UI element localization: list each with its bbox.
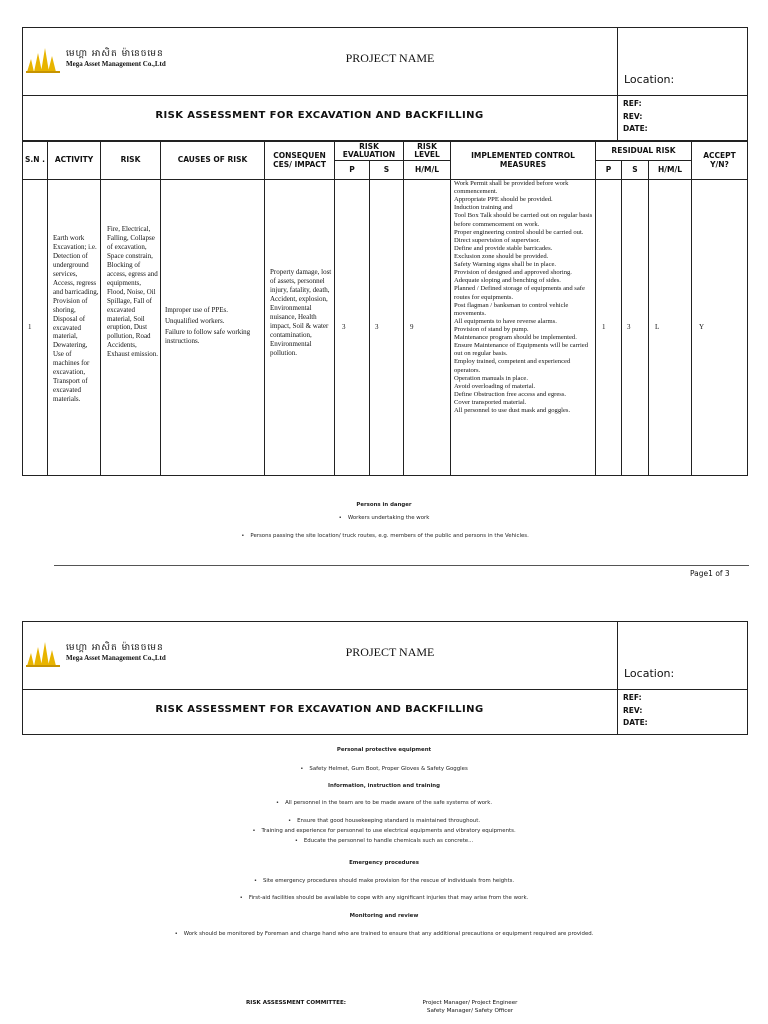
emergency-item-2: • First-aid facilities should be available to cope with any significant injuries that may arise from the work. (164, 895, 604, 901)
control-item: Planned / Defined storage of equipments and safe routes for equipments. (454, 285, 585, 301)
monitoring-item: • Work should be monitored by Foreman and charge hand who are trained to ensure that any additional precautions or equipment required are provided. (164, 931, 604, 938)
row-consequences: Property damage, lost of assets, personnel injury, fatality, death, Accident, explosion, Environmental nuisance, Health impact, Soil & water contamination, Environmental pollution. (270, 268, 332, 357)
company-logo-page2 (26, 641, 176, 671)
committee-label: RISK ASSESSMENT COMMITTEE: (246, 1000, 347, 1006)
row-activity: Earth work Excavation; i.e. Detection of underground services, Access, regress and barricading, Provision of shoring, Disposal of excavated material, Dewatering, Use of machines for excavation, Transport of excavated materials. (53, 234, 99, 404)
td-causes (160, 179, 265, 476)
control-item: Appropriate PPE should be provided. (454, 196, 553, 204)
company-name-khmer: មេហ្គា អាសិត ម៉ានេចមេន (66, 49, 164, 59)
header2-hline (22, 689, 748, 690)
th-residual-risk: RESIDUAL RISK (595, 141, 692, 161)
control-item: Cover transported material. (454, 398, 527, 406)
company-name-english: Mega Asset Management Co.,Ltd (66, 654, 166, 662)
th-p: P (334, 160, 370, 180)
header-vline-logo (22, 95, 748, 96)
control-item: Ensure Maintenance of Equipments will be carried out on regular basis. (454, 342, 589, 358)
td-accept (691, 179, 748, 476)
rev-label-page2: REV: (623, 706, 643, 715)
row-controls (454, 180, 594, 415)
committee-line-1: Project Manager/ Project Engineer (422, 1000, 518, 1006)
control-item: Provision of designed and approved shoring. (454, 269, 572, 277)
control-item: Provision of stand by pump. (454, 325, 529, 333)
emergency-item-1: • Site emergency procedures should make provision for the rescue of individuals from heights. (184, 878, 584, 884)
th-residual-hml: H/M/L (648, 160, 692, 180)
th-hml: H/M/L (403, 160, 451, 180)
control-item: Avoid overloading of material. (454, 382, 536, 390)
ppe-item: • Safety Helmet, Gum Boot, Proper Gloves & Safety Goggles (234, 766, 534, 772)
cause-item: Failure to follow safe working instructions. (165, 327, 251, 345)
location-label: Location: (624, 73, 675, 86)
th-control-measures: IMPLEMENTED CONTROL MEASURES (450, 141, 596, 180)
info-item-3: • Training and experience for personnel to use electrical equipments and vibratory equipments. (184, 828, 584, 834)
control-item: Safety Warning signs shall be in place. (454, 261, 557, 269)
company-name-english: Mega Asset Management Co.,Ltd (66, 60, 166, 68)
emergency-heading: Emergency procedures (349, 860, 419, 866)
row-risk: Fire, Electrical, Falling, Collapse of excavation, Space constrain, Blocking of access, egress and equipments, Flood, Noise, Oil Spillage, Fall of excavated material, Soil eruption, Dust pollution, Road Accidents, Exhaust emission. (107, 225, 158, 359)
row-residual-hml: L (655, 323, 660, 331)
persons-heading: Persons in danger (356, 502, 412, 508)
persons-item-1: • Workers undertaking the work (284, 515, 484, 521)
control-item: Tool Box Talk should be carried out on regular basis before commencement on work. (454, 212, 593, 228)
row-sn: 1 (28, 323, 32, 331)
control-item: Maintenance program should be implemented. (454, 334, 577, 342)
control-item: Induction training and (454, 204, 513, 212)
persons-item-2: • Persons passing the site location/ truck routes, e.g. members of the public and persons in the Vehicles. (150, 533, 620, 539)
info-item-4: • Educate the personnel to handle chemicals such as concrete... (234, 838, 534, 844)
company-name-khmer: មេហ្គា អាសិត ម៉ានេចមេន (66, 643, 164, 653)
rev-label: REV: (623, 112, 643, 121)
td-s (369, 179, 404, 476)
control-item: Employ trained, competent and experienced operators. (454, 358, 571, 374)
info-item-2: • Ensure that good housekeeping standard is maintained throughout. (234, 818, 534, 824)
row-s: 3 (375, 323, 379, 331)
th-accept: ACCEPT Y/N? (691, 141, 748, 180)
th-causes: CAUSES OF RISK (160, 141, 265, 180)
td-residual-s (621, 179, 649, 476)
td-residual-p (595, 179, 622, 476)
control-item: Operation manuals in place. (454, 374, 528, 382)
th-activity: ACTIVITY (47, 141, 101, 180)
control-item: Proper engineering control should be carried out. (454, 228, 584, 236)
header2-vline-right (617, 621, 618, 735)
control-item: Post flagman / banksman to control vehicle movements. (454, 301, 569, 317)
th-consequences: CONSEQUEN CES/ IMPACT (264, 141, 335, 180)
ref-label-page2: REF: (623, 693, 642, 702)
document-title-page2: RISK ASSESSMENT FOR EXCAVATION AND BACKFILLING (155, 704, 484, 715)
row-p: 3 (342, 323, 346, 331)
control-item: Define and provide stable barricades. (454, 244, 553, 252)
control-item: All equipments to have reverse alarms. (454, 317, 557, 325)
logo-temple-icon (26, 641, 60, 667)
cause-item: Unqualified workers. (165, 316, 225, 325)
row-accept: Y (699, 323, 705, 331)
td-risk (100, 179, 161, 476)
date-label-page2: DATE: (623, 718, 648, 727)
document-title: RISK ASSESSMENT FOR EXCAVATION AND BACKFILLING (155, 110, 484, 121)
location-label-page2: Location: (624, 667, 675, 680)
td-consequences (264, 179, 335, 476)
td-activity (47, 179, 101, 476)
control-item: Work Permit shall be provided before work commencement. (454, 180, 569, 196)
company-logo (26, 47, 176, 77)
th-residual-s: S (621, 160, 649, 180)
cause-item: Improper use of PPEs. (165, 306, 228, 314)
td-level (403, 179, 451, 476)
header-vline-right (617, 27, 618, 141)
info-item-1: • All personnel in the team are to be made aware of the safe systems of work. (209, 800, 559, 806)
committee-line-2: Safety Manager/ Safety Officer (426, 1008, 514, 1014)
th-risk-evaluation: RISK EVALUATION (334, 141, 404, 161)
td-p (334, 179, 370, 476)
row-residual-s: 3 (627, 323, 631, 331)
th-risk-level: RISK LEVEL (403, 141, 451, 161)
control-item: Exclusion zone should be provided. (454, 252, 549, 260)
th-s: S (369, 160, 404, 180)
project-name: PROJECT NAME (345, 51, 435, 65)
control-item: Adequate sloping and benching of sides. (454, 277, 561, 285)
control-item: Direct supervision of supervisor. (454, 236, 541, 244)
th-residual-p: P (595, 160, 622, 180)
th-risk: RISK (100, 141, 161, 180)
ppe-heading: Personal protective equipment (336, 747, 432, 753)
row-residual-p: 1 (602, 323, 606, 331)
date-label: DATE: (623, 124, 648, 133)
logo-temple-icon (26, 47, 60, 73)
td-sn (22, 179, 48, 476)
td-controls (450, 179, 596, 476)
monitoring-heading: Monitoring and review (349, 913, 419, 919)
th-sn: S.N . (22, 141, 48, 180)
row-causes (165, 306, 263, 346)
control-item: All personnel to use dust mask and goggles. (454, 407, 571, 415)
ref-label: REF: (623, 99, 642, 108)
project-name-page2: PROJECT NAME (345, 645, 435, 659)
row-level: 9 (410, 323, 414, 331)
page-divider-line (54, 565, 749, 566)
control-item: Define Obstruction free access and egress. (454, 390, 567, 398)
td-residual-hml (648, 179, 692, 476)
page-number: Page1 of 3 (690, 569, 730, 578)
info-heading: Information, instruction and training (327, 783, 440, 789)
